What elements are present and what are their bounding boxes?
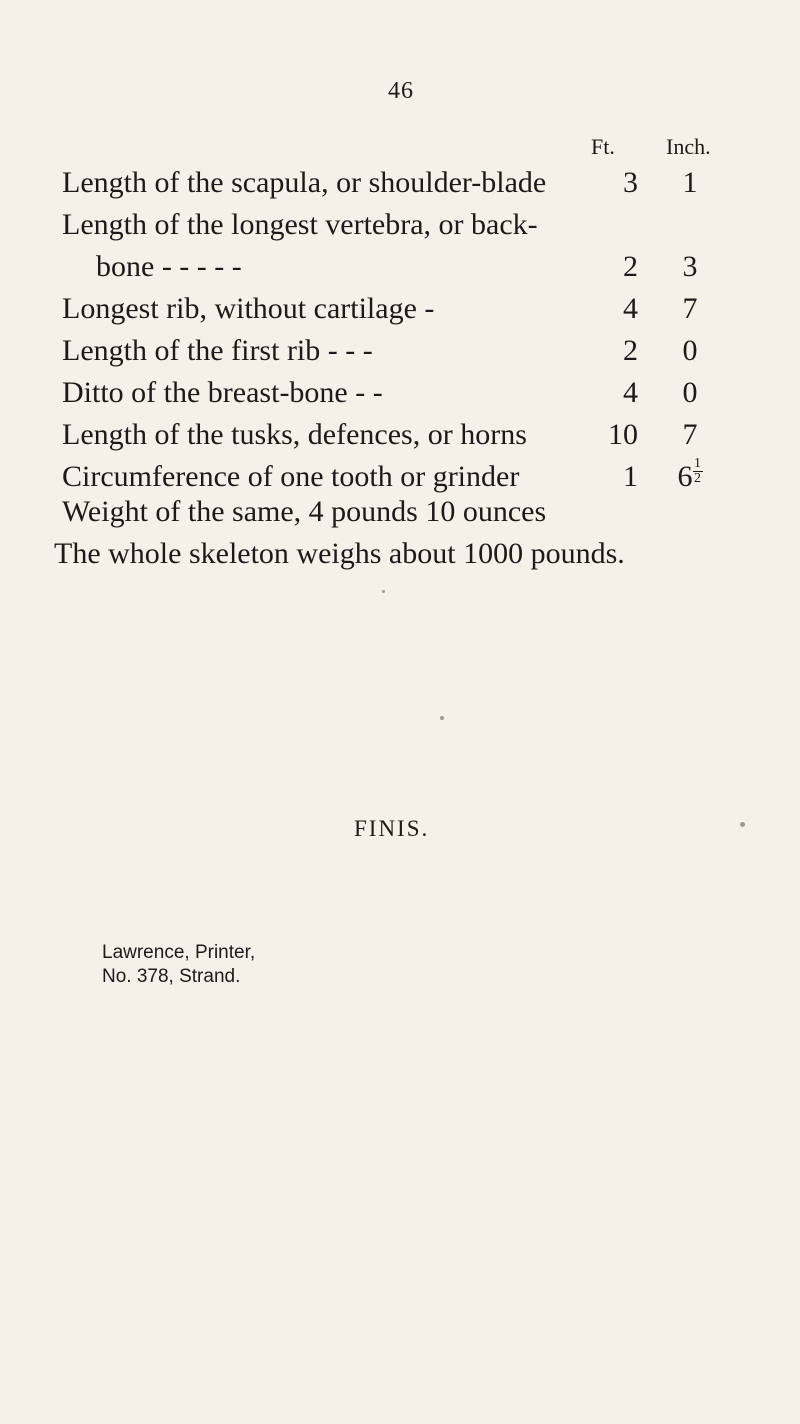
row-inches: 3 — [682, 250, 698, 283]
row-feet: 3 — [623, 166, 638, 199]
row-label: Length of the tusks, defences, or horns — [62, 418, 527, 451]
row-inches — [670, 456, 710, 498]
inch-whole: 6 — [677, 460, 693, 493]
row-inches: 7 — [682, 418, 698, 451]
row-label: bone - - - - - — [96, 250, 242, 283]
table-row — [62, 204, 762, 246]
table-row — [62, 330, 762, 372]
fraction-numerator: 1 — [694, 456, 701, 471]
table-row — [62, 414, 762, 456]
page-number: 46 — [388, 78, 414, 104]
inch-fraction — [693, 457, 703, 486]
table-row — [62, 162, 762, 204]
row-label: Longest rib, without cartilage - — [62, 292, 435, 325]
paper-speck — [440, 716, 444, 720]
column-header-inches: Inch. — [666, 134, 711, 159]
table-row — [62, 372, 762, 414]
row-inches: 1 — [682, 166, 698, 199]
row-inches: 7 — [682, 292, 698, 325]
paper-speck — [382, 590, 385, 593]
fraction-denominator: 2 — [694, 471, 701, 486]
row-label: Length of the first rib - - - — [62, 334, 373, 367]
row-feet: 2 — [623, 250, 638, 283]
row-feet: 4 — [623, 292, 638, 325]
row-label: Circumference of one tooth or grinder — [62, 460, 520, 493]
row-label: Ditto of the breast-bone - - — [62, 376, 383, 409]
row-feet: 4 — [623, 376, 638, 409]
weight-line: Weight of the same, 4 pounds 10 ounces — [62, 495, 547, 528]
row-inches: 0 — [682, 334, 698, 367]
row-inches: 0 — [682, 376, 698, 409]
measurements-table — [62, 162, 762, 498]
table-row — [62, 456, 762, 498]
row-feet: 1 — [623, 460, 638, 493]
paper-speck — [740, 822, 745, 827]
table-row — [62, 246, 762, 288]
printer-imprint-line2: No. 378, Strand. — [102, 966, 241, 987]
row-label: Length of the scapula, or shoulder-blade — [62, 166, 547, 199]
row-feet: 2 — [623, 334, 638, 367]
column-header-feet: Ft. — [591, 134, 615, 159]
table-row — [62, 288, 762, 330]
finis-heading: FINIS. — [354, 816, 430, 841]
row-label: Length of the longest vertebra, or back- — [62, 208, 538, 241]
printer-imprint-line1: Lawrence, Printer, — [102, 942, 256, 963]
row-feet: 10 — [608, 418, 638, 451]
skeleton-weight-line: The whole skeleton weighs about 1000 pounds. — [54, 537, 625, 570]
